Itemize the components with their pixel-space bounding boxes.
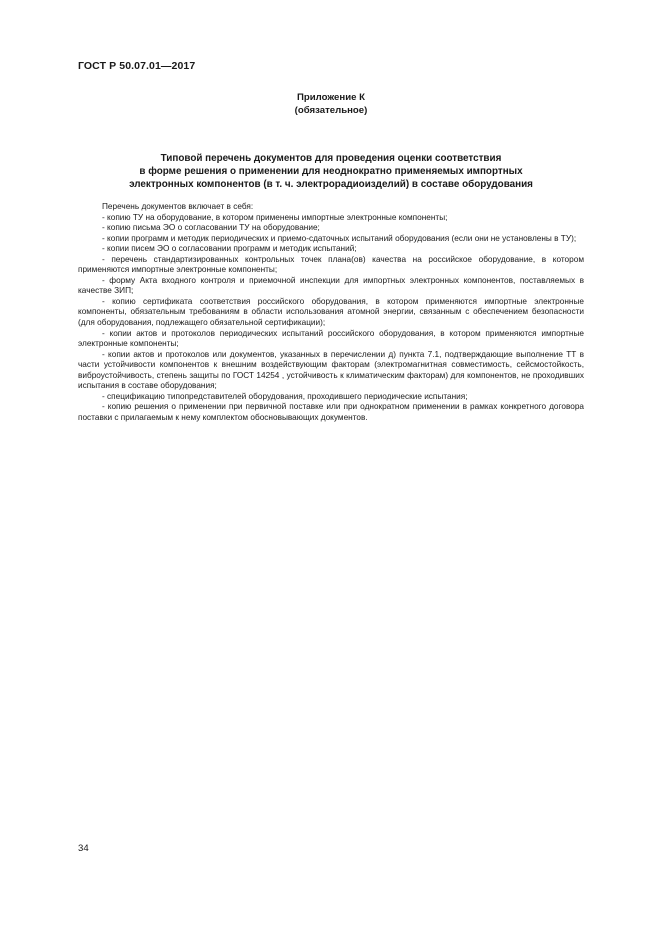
page-number: 34	[78, 843, 89, 854]
list-item: - копию ТУ на оборудование, в котором применены импортные электронные компоненты;	[102, 212, 448, 222]
list-item: - копию сертификата соответствия российского оборудования, в котором применяются импортные электронные компоненты, обязательным требованиям в области использования атомной энергии, связанным с обеспечением безопасности (для оборудования, подлежащего обязательной сертификации);	[78, 296, 584, 328]
section-title	[78, 152, 584, 192]
title-line: Типовой перечень документов для проведения оценки соответствия	[160, 153, 502, 164]
title-line: электронных компонентов (в т. ч. электрорадиоизделий) в составе оборудования	[129, 179, 533, 191]
appendix-status: (обязательное)	[294, 104, 368, 116]
list-item: - копии программ и методик периодических и приемо-сдаточных испытаний оборудования (если они не установлены в ТУ);	[102, 233, 577, 243]
list-item: - копии актов и протоколов или документов, указанных в перечислении д) пункта 7.1, подтверждающие выполнение ТТ в части устойчивости компонентов к внешним воздействующим факторам (электромагнитная совместимость, сейсмостойкость, виброустойчивость, степень защиты по ГОСТ 14254 , устойчивость к климатическим факторам) для компонентов, не проходивших испытания в составе оборудования;	[78, 349, 584, 391]
standard-code: ГОСТ Р 50.07.01—2017	[78, 60, 196, 72]
appendix-heading	[78, 92, 584, 117]
document-list	[78, 202, 584, 423]
list-item: - копию письма ЭО о согласовании ТУ на оборудование;	[102, 223, 320, 233]
list-item: - копии актов и протоколов периодических испытаний российского оборудования, в котором применяются импортные электронные компоненты;	[78, 328, 584, 349]
list-item: - копии писем ЭО о согласовании программ и методик испытаний;	[102, 244, 357, 254]
list-intro: Перечень документов включает в себя:	[102, 202, 254, 211]
list-item: - перечень стандартизированных контрольных точек плана(ов) качества на российское оборудование, в котором применяются импортные электронные компоненты;	[78, 254, 584, 275]
list-item: - форму Акта входного контроля и приемочной инспекции для импортных электронных компонентов, поставляемых в качестве ЗИП;	[78, 275, 584, 296]
list-item: - спецификацию типопредставителей оборудования, проходившего периодические испытания;	[102, 391, 468, 401]
list-item: - копию решения о применении при первичной поставке или при однократном применении в рамках конкретного договора поставки с прилагаемым к нему комплектом обосновывающих документов.	[78, 402, 584, 422]
appendix-label: Приложение К	[297, 92, 365, 103]
title-line: в форме решения о применении для неоднократно применяемых импортных	[139, 166, 523, 178]
